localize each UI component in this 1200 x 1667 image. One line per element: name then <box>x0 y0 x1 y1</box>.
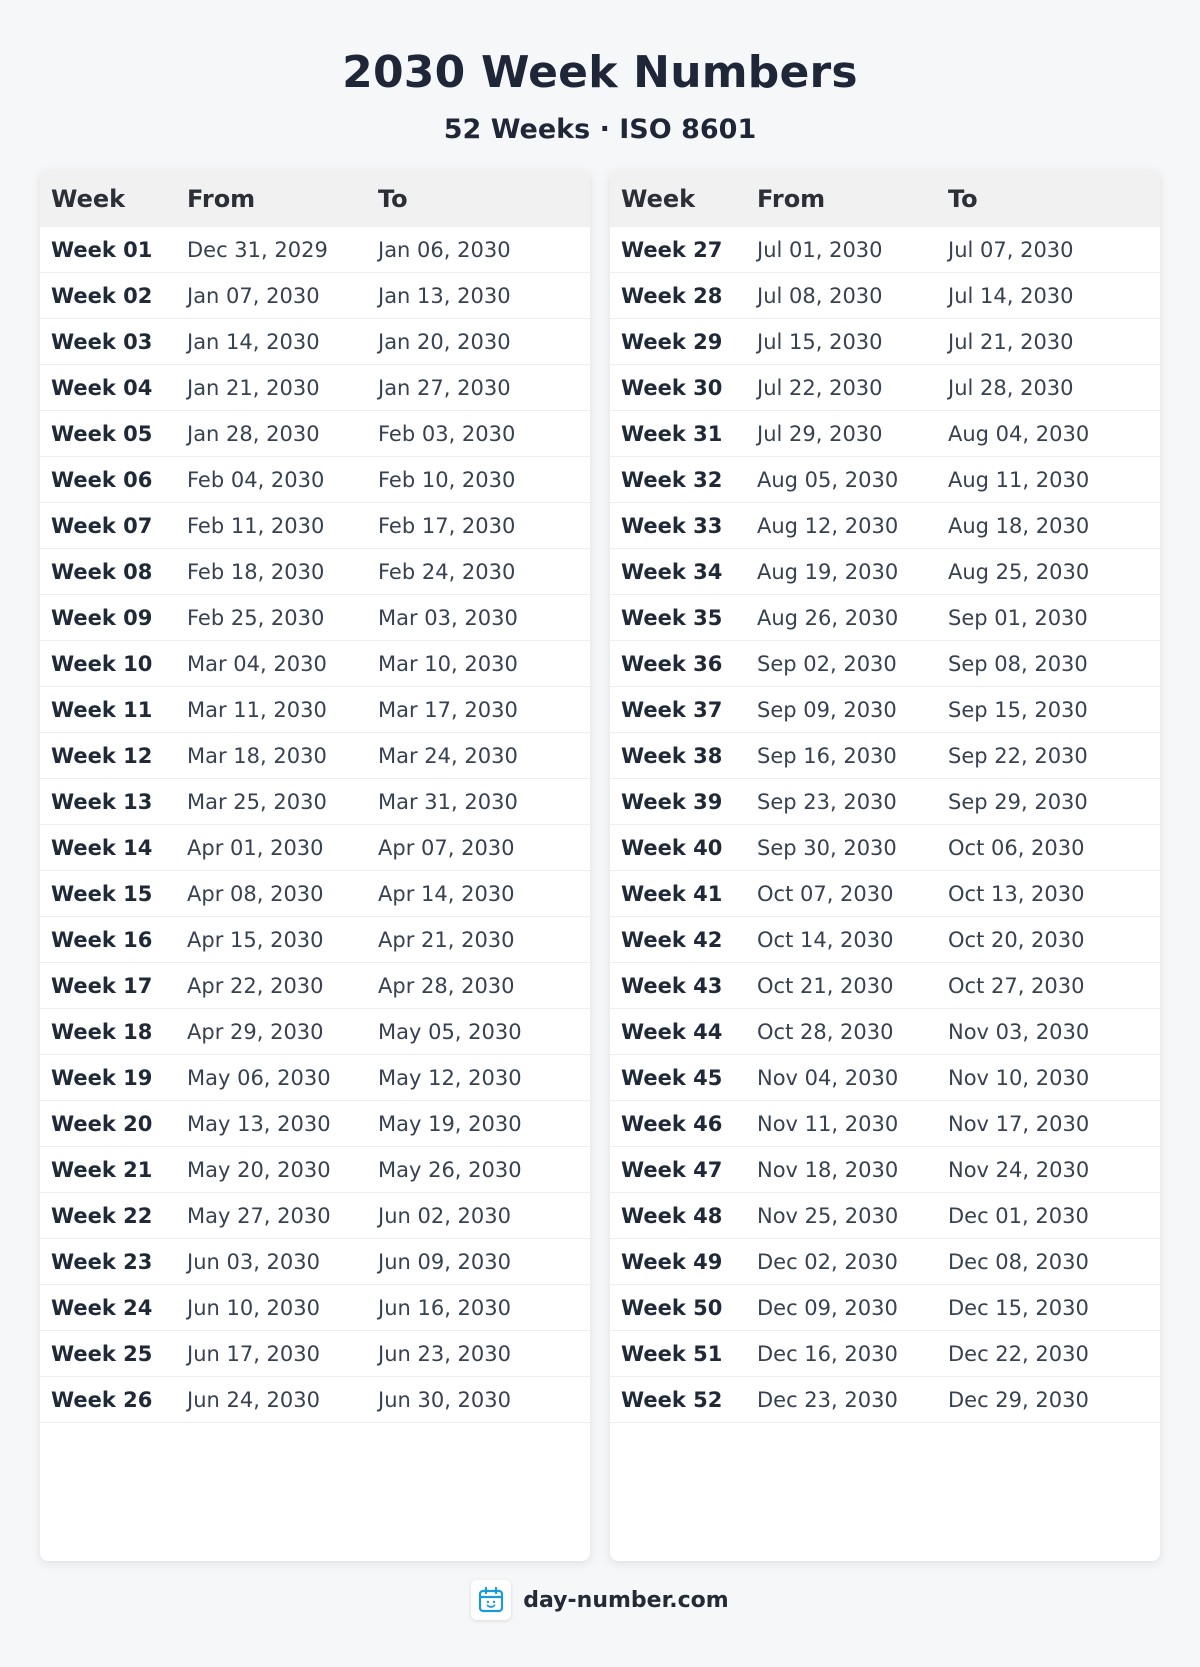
site-name[interactable]: day-number.com <box>523 1587 729 1613</box>
week-cell: Week 51 <box>621 1341 723 1366</box>
table-row <box>610 641 1160 687</box>
table-row <box>40 319 590 365</box>
from-date-cell: Apr 15, 2030 <box>187 927 324 952</box>
to-date-cell: Jul 28, 2030 <box>948 375 1074 400</box>
table-row <box>610 871 1160 917</box>
from-date-cell: Apr 22, 2030 <box>187 973 324 998</box>
to-date-cell: Feb 10, 2030 <box>378 467 516 492</box>
week-cell: Week 27 <box>621 237 723 262</box>
from-date-cell: Jul 01, 2030 <box>757 237 883 262</box>
from-date-cell: Dec 31, 2029 <box>187 237 328 262</box>
from-date-cell: Apr 01, 2030 <box>187 835 324 860</box>
week-cell: Week 28 <box>621 283 723 308</box>
table-row <box>40 1009 590 1055</box>
table-header <box>610 171 1160 227</box>
table-row <box>40 825 590 871</box>
to-date-cell: Oct 20, 2030 <box>948 927 1085 952</box>
to-date-cell: Jun 30, 2030 <box>378 1387 512 1412</box>
week-cell: Week 45 <box>621 1065 723 1090</box>
week-cell: Week 18 <box>51 1019 153 1044</box>
week-cell: Week 02 <box>51 283 153 308</box>
week-cell: Week 44 <box>621 1019 723 1044</box>
week-cell: Week 16 <box>51 927 153 952</box>
table-row <box>40 1331 590 1377</box>
table-row <box>40 963 590 1009</box>
from-date-cell: Sep 23, 2030 <box>757 789 897 814</box>
table-row <box>610 1331 1160 1377</box>
week-cell: Week 35 <box>621 605 723 630</box>
table-row <box>610 779 1160 825</box>
to-date-cell: Sep 15, 2030 <box>948 697 1088 722</box>
to-date-cell: Dec 01, 2030 <box>948 1203 1089 1228</box>
to-date-cell: Feb 17, 2030 <box>378 513 516 538</box>
to-date-cell: Jul 21, 2030 <box>948 329 1074 354</box>
to-date-cell: Apr 07, 2030 <box>378 835 515 860</box>
column-header-to: To <box>378 185 408 213</box>
to-date-cell: Feb 03, 2030 <box>378 421 516 446</box>
week-cell: Week 19 <box>51 1065 153 1090</box>
from-date-cell: Mar 18, 2030 <box>187 743 327 768</box>
week-cell: Week 08 <box>51 559 153 584</box>
column-header-week: Week <box>621 185 696 213</box>
table-body <box>610 227 1160 1423</box>
to-date-cell: Apr 14, 2030 <box>378 881 515 906</box>
from-date-cell: Oct 28, 2030 <box>757 1019 894 1044</box>
to-date-cell: Mar 24, 2030 <box>378 743 518 768</box>
from-date-cell: Feb 04, 2030 <box>187 467 325 492</box>
from-date-cell: Feb 18, 2030 <box>187 559 325 584</box>
to-date-cell: May 12, 2030 <box>378 1065 522 1090</box>
table-row <box>610 503 1160 549</box>
from-date-cell: Mar 25, 2030 <box>187 789 327 814</box>
week-cell: Week 26 <box>51 1387 153 1412</box>
to-date-cell: Aug 18, 2030 <box>948 513 1090 538</box>
week-cell: Week 23 <box>51 1249 153 1274</box>
table-row <box>610 1055 1160 1101</box>
column-header-week: Week <box>51 185 126 213</box>
table-row <box>40 549 590 595</box>
table-row <box>610 1147 1160 1193</box>
week-cell: Week 50 <box>621 1295 723 1320</box>
to-date-cell: Aug 25, 2030 <box>948 559 1090 584</box>
table-row <box>610 227 1160 273</box>
table-row <box>40 457 590 503</box>
to-date-cell: Nov 17, 2030 <box>948 1111 1090 1136</box>
from-date-cell: Sep 02, 2030 <box>757 651 897 676</box>
table-row <box>40 1101 590 1147</box>
from-date-cell: Jul 08, 2030 <box>757 283 883 308</box>
to-date-cell: Sep 08, 2030 <box>948 651 1088 676</box>
week-cell: Week 11 <box>51 697 153 722</box>
to-date-cell: Nov 10, 2030 <box>948 1065 1090 1090</box>
week-cell: Week 49 <box>621 1249 723 1274</box>
to-date-cell: Mar 31, 2030 <box>378 789 518 814</box>
to-date-cell: May 05, 2030 <box>378 1019 522 1044</box>
from-date-cell: Mar 11, 2030 <box>187 697 327 722</box>
week-cell: Week 34 <box>621 559 723 584</box>
from-date-cell: Nov 11, 2030 <box>757 1111 899 1136</box>
table-row <box>40 503 590 549</box>
from-date-cell: Jun 17, 2030 <box>187 1341 321 1366</box>
from-date-cell: May 06, 2030 <box>187 1065 331 1090</box>
to-date-cell: Jan 20, 2030 <box>378 329 511 354</box>
from-date-cell: Nov 04, 2030 <box>757 1065 899 1090</box>
week-cell: Week 31 <box>621 421 723 446</box>
from-date-cell: Dec 02, 2030 <box>757 1249 898 1274</box>
from-date-cell: Dec 16, 2030 <box>757 1341 898 1366</box>
table-row <box>40 1193 590 1239</box>
from-date-cell: Jan 07, 2030 <box>187 283 320 308</box>
week-cell: Week 46 <box>621 1111 723 1136</box>
week-cell: Week 32 <box>621 467 723 492</box>
from-date-cell: Oct 14, 2030 <box>757 927 894 952</box>
to-date-cell: Dec 22, 2030 <box>948 1341 1089 1366</box>
table-row <box>610 1239 1160 1285</box>
to-date-cell: Jun 16, 2030 <box>378 1295 512 1320</box>
week-cell: Week 17 <box>51 973 153 998</box>
to-date-cell: May 26, 2030 <box>378 1157 522 1182</box>
from-date-cell: Aug 12, 2030 <box>757 513 899 538</box>
week-cell: Week 14 <box>51 835 153 860</box>
from-date-cell: Nov 25, 2030 <box>757 1203 899 1228</box>
week-cell: Week 03 <box>51 329 153 354</box>
week-cell: Week 43 <box>621 973 723 998</box>
from-date-cell: Jun 10, 2030 <box>187 1295 321 1320</box>
from-date-cell: Dec 09, 2030 <box>757 1295 898 1320</box>
to-date-cell: Dec 08, 2030 <box>948 1249 1089 1274</box>
from-date-cell: Jul 29, 2030 <box>757 421 883 446</box>
to-date-cell: Oct 13, 2030 <box>948 881 1085 906</box>
to-date-cell: Sep 29, 2030 <box>948 789 1088 814</box>
week-cell: Week 09 <box>51 605 153 630</box>
week-cell: Week 37 <box>621 697 723 722</box>
week-cell: Week 33 <box>621 513 723 538</box>
week-cell: Week 01 <box>51 237 153 262</box>
column-header-to: To <box>948 185 978 213</box>
table-row <box>40 1055 590 1101</box>
table-body <box>40 227 590 1423</box>
from-date-cell: Feb 25, 2030 <box>187 605 325 630</box>
table-row <box>40 779 590 825</box>
to-date-cell: Mar 03, 2030 <box>378 605 518 630</box>
to-date-cell: Jun 02, 2030 <box>378 1203 512 1228</box>
from-date-cell: Dec 23, 2030 <box>757 1387 898 1412</box>
to-date-cell: Sep 22, 2030 <box>948 743 1088 768</box>
week-cell: Week 12 <box>51 743 153 768</box>
table-row <box>610 365 1160 411</box>
to-date-cell: Apr 21, 2030 <box>378 927 515 952</box>
table-row <box>40 917 590 963</box>
to-date-cell: Dec 15, 2030 <box>948 1295 1089 1320</box>
table-row <box>40 871 590 917</box>
table-row <box>610 595 1160 641</box>
from-date-cell: Mar 04, 2030 <box>187 651 327 676</box>
week-cell: Week 38 <box>621 743 723 768</box>
column-header-from: From <box>757 185 826 213</box>
table-row <box>610 733 1160 779</box>
table-row <box>610 917 1160 963</box>
table-row <box>610 273 1160 319</box>
table-row <box>610 825 1160 871</box>
week-cell: Week 47 <box>621 1157 723 1182</box>
week-cell: Week 22 <box>51 1203 153 1228</box>
table-row <box>40 1147 590 1193</box>
from-date-cell: May 27, 2030 <box>187 1203 331 1228</box>
week-cell: Week 15 <box>51 881 153 906</box>
to-date-cell: Nov 03, 2030 <box>948 1019 1090 1044</box>
to-date-cell: Aug 04, 2030 <box>948 421 1090 446</box>
week-cell: Week 05 <box>51 421 153 446</box>
from-date-cell: Sep 16, 2030 <box>757 743 897 768</box>
to-date-cell: Feb 24, 2030 <box>378 559 516 584</box>
to-date-cell: Oct 27, 2030 <box>948 973 1085 998</box>
to-date-cell: Jul 07, 2030 <box>948 237 1074 262</box>
from-date-cell: Aug 05, 2030 <box>757 467 899 492</box>
from-date-cell: Oct 21, 2030 <box>757 973 894 998</box>
week-cell: Week 24 <box>51 1295 153 1320</box>
to-date-cell: May 19, 2030 <box>378 1111 522 1136</box>
table-row <box>40 1285 590 1331</box>
week-cell: Week 29 <box>621 329 723 354</box>
from-date-cell: Oct 07, 2030 <box>757 881 894 906</box>
week-cell: Week 40 <box>621 835 723 860</box>
week-cell: Week 52 <box>621 1387 723 1412</box>
page-title: 2030 Week Numbers <box>342 47 858 98</box>
footer <box>0 1580 1200 1620</box>
table-row <box>610 1101 1160 1147</box>
column-header-from: From <box>187 185 256 213</box>
table-row <box>40 687 590 733</box>
to-date-cell: Mar 10, 2030 <box>378 651 518 676</box>
table-row <box>610 319 1160 365</box>
from-date-cell: May 20, 2030 <box>187 1157 331 1182</box>
week-cell: Week 30 <box>621 375 723 400</box>
from-date-cell: Jul 22, 2030 <box>757 375 883 400</box>
to-date-cell: Nov 24, 2030 <box>948 1157 1090 1182</box>
table-row <box>610 1193 1160 1239</box>
week-cell: Week 10 <box>51 651 153 676</box>
table-row <box>40 365 590 411</box>
week-cell: Week 48 <box>621 1203 723 1228</box>
week-table-second-half <box>610 171 1160 1561</box>
to-date-cell: Jan 13, 2030 <box>378 283 511 308</box>
table-row <box>40 227 590 273</box>
week-cell: Week 06 <box>51 467 153 492</box>
page-subtitle: 52 Weeks · ISO 8601 <box>443 114 757 145</box>
from-date-cell: Apr 08, 2030 <box>187 881 324 906</box>
week-cell: Week 39 <box>621 789 723 814</box>
week-tables <box>40 171 1160 1561</box>
table-row <box>610 963 1160 1009</box>
from-date-cell: Sep 30, 2030 <box>757 835 897 860</box>
to-date-cell: Jul 14, 2030 <box>948 283 1074 308</box>
to-date-cell: Jun 23, 2030 <box>378 1341 512 1366</box>
to-date-cell: Sep 01, 2030 <box>948 605 1088 630</box>
week-cell: Week 25 <box>51 1341 153 1366</box>
week-cell: Week 07 <box>51 513 153 538</box>
from-date-cell: Aug 19, 2030 <box>757 559 899 584</box>
from-date-cell: Jan 21, 2030 <box>187 375 320 400</box>
table-row <box>610 1285 1160 1331</box>
to-date-cell: Oct 06, 2030 <box>948 835 1085 860</box>
table-row <box>610 457 1160 503</box>
to-date-cell: Dec 29, 2030 <box>948 1387 1089 1412</box>
table-header <box>40 171 590 227</box>
table-row <box>40 1239 590 1285</box>
from-date-cell: Nov 18, 2030 <box>757 1157 899 1182</box>
to-date-cell: Apr 28, 2030 <box>378 973 515 998</box>
from-date-cell: Jul 15, 2030 <box>757 329 883 354</box>
week-cell: Week 36 <box>621 651 723 676</box>
week-cell: Week 41 <box>621 881 723 906</box>
from-date-cell: Jun 03, 2030 <box>187 1249 321 1274</box>
table-row <box>610 687 1160 733</box>
to-date-cell: Jan 06, 2030 <box>378 237 511 262</box>
table-row <box>610 549 1160 595</box>
table-row <box>40 1377 590 1423</box>
from-date-cell: Apr 29, 2030 <box>187 1019 324 1044</box>
to-date-cell: Jun 09, 2030 <box>378 1249 512 1274</box>
week-cell: Week 04 <box>51 375 153 400</box>
table-row <box>40 595 590 641</box>
from-date-cell: Feb 11, 2030 <box>187 513 325 538</box>
table-row <box>40 641 590 687</box>
week-cell: Week 13 <box>51 789 153 814</box>
to-date-cell: Aug 11, 2030 <box>948 467 1090 492</box>
header <box>0 0 1200 148</box>
table-row <box>40 733 590 779</box>
from-date-cell: Jan 14, 2030 <box>187 329 320 354</box>
table-row <box>40 411 590 457</box>
from-date-cell: Jun 24, 2030 <box>187 1387 321 1412</box>
table-row <box>610 411 1160 457</box>
to-date-cell: Jan 27, 2030 <box>378 375 511 400</box>
calendar-icon <box>471 1580 511 1620</box>
to-date-cell: Mar 17, 2030 <box>378 697 518 722</box>
from-date-cell: Sep 09, 2030 <box>757 697 897 722</box>
week-cell: Week 21 <box>51 1157 153 1182</box>
week-cell: Week 20 <box>51 1111 153 1136</box>
week-table-first-half <box>40 171 590 1561</box>
table-row <box>610 1377 1160 1423</box>
table-row <box>40 273 590 319</box>
from-date-cell: Jan 28, 2030 <box>187 421 320 446</box>
week-cell: Week 42 <box>621 927 723 952</box>
from-date-cell: Aug 26, 2030 <box>757 605 899 630</box>
from-date-cell: May 13, 2030 <box>187 1111 331 1136</box>
table-row <box>610 1009 1160 1055</box>
